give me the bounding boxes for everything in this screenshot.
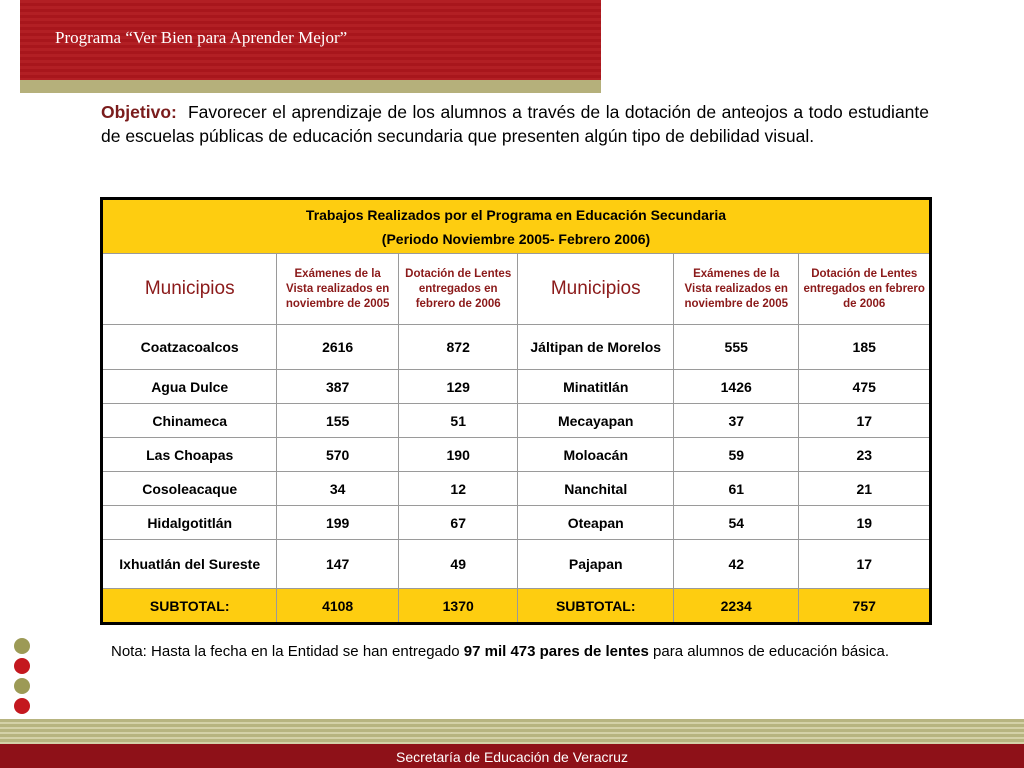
page-title: Programa “Ver Bien para Aprender Mejor” xyxy=(55,28,348,47)
table-row xyxy=(102,325,931,370)
cell-dotacion: 185 xyxy=(799,325,931,370)
cell-examenes: 37 xyxy=(673,404,798,438)
subtotal-label: SUBTOTAL: xyxy=(102,589,277,624)
cell-municipio: Pajapan xyxy=(518,540,674,589)
cell-examenes: 155 xyxy=(277,404,399,438)
table-title-line1: Trabajos Realizados por el Programa en Educación Secundaria xyxy=(305,206,727,223)
cell-municipio: Moloacán xyxy=(518,438,674,472)
note-bold: 97 mil 473 pares de lentes xyxy=(463,643,649,660)
subtotal-examenes: 2234 xyxy=(673,589,798,624)
cell-dotacion: 190 xyxy=(398,438,518,472)
note-prefix: Nota: Hasta la fecha en la Entidad se han entregado xyxy=(111,643,460,660)
cell-dotacion: 51 xyxy=(398,404,518,438)
cell-municipio: Cosoleacaque xyxy=(102,472,277,506)
header-olive-stripe xyxy=(20,80,601,93)
subtotal-row xyxy=(102,589,931,624)
cell-dotacion: 49 xyxy=(398,540,518,589)
decorative-dots xyxy=(14,638,32,718)
cell-municipio: Jáltipan de Morelos xyxy=(518,325,674,370)
cell-dotacion: 12 xyxy=(398,472,518,506)
subtotal-dotacion: 1370 xyxy=(398,589,518,624)
header-dotacion-2: Dotación de Lentes entregados en febrero de 2006 xyxy=(799,254,931,325)
cell-municipio: Nanchital xyxy=(518,472,674,506)
cell-examenes: 387 xyxy=(277,370,399,404)
results-table xyxy=(100,197,932,625)
table-title xyxy=(102,199,931,254)
bullet-dot-icon xyxy=(14,638,30,654)
cell-municipio: Hidalgotitlán xyxy=(102,506,277,540)
cell-municipio: Minatitlán xyxy=(518,370,674,404)
bullet-dot-icon xyxy=(14,698,30,714)
cell-municipio: Las Choapas xyxy=(102,438,277,472)
subtotal-dotacion: 757 xyxy=(799,589,931,624)
cell-examenes: 555 xyxy=(673,325,798,370)
cell-dotacion: 17 xyxy=(799,404,931,438)
cell-dotacion: 67 xyxy=(398,506,518,540)
results-table-wrapper xyxy=(100,197,932,625)
cell-municipio: Oteapan xyxy=(518,506,674,540)
note-paragraph xyxy=(111,641,951,662)
cell-examenes: 147 xyxy=(277,540,399,589)
cell-municipio: Mecayapan xyxy=(518,404,674,438)
footer-text: Secretaría de Educación de Veracruz xyxy=(396,749,628,765)
table-row xyxy=(102,540,931,589)
table-header-row xyxy=(102,254,931,325)
cell-dotacion: 475 xyxy=(799,370,931,404)
table-row xyxy=(102,438,931,472)
cell-examenes: 199 xyxy=(277,506,399,540)
cell-examenes: 570 xyxy=(277,438,399,472)
header-examenes-2: Exámenes de la Vista realizados en noviembre de 2005 xyxy=(673,254,798,325)
cell-examenes: 42 xyxy=(673,540,798,589)
cell-dotacion: 23 xyxy=(799,438,931,472)
cell-dotacion: 872 xyxy=(398,325,518,370)
bullet-dot-icon xyxy=(14,678,30,694)
table-row xyxy=(102,404,931,438)
cell-examenes: 34 xyxy=(277,472,399,506)
cell-examenes: 1426 xyxy=(673,370,798,404)
subtotal-examenes: 4108 xyxy=(277,589,399,624)
cell-municipio: Chinameca xyxy=(102,404,277,438)
note-suffix: para alumnos de educación básica. xyxy=(653,643,890,660)
header-examenes-1: Exámenes de la Vista realizados en noviembre de 2005 xyxy=(277,254,399,325)
cell-examenes: 2616 xyxy=(277,325,399,370)
cell-municipio: Coatzacoalcos xyxy=(102,325,277,370)
cell-dotacion: 19 xyxy=(799,506,931,540)
table-row xyxy=(102,472,931,506)
cell-municipio: Agua Dulce xyxy=(102,370,277,404)
cell-examenes: 59 xyxy=(673,438,798,472)
header-municipios-2: Municipios xyxy=(518,254,674,325)
cell-examenes: 61 xyxy=(673,472,798,506)
cell-examenes: 54 xyxy=(673,506,798,540)
table-row xyxy=(102,370,931,404)
cell-municipio: Ixhuatlán del Sureste xyxy=(102,540,277,589)
objective-paragraph xyxy=(101,100,929,148)
table-title-row xyxy=(102,199,931,254)
objective-lead: Objetivo: xyxy=(101,102,177,122)
header-municipios-1: Municipios xyxy=(102,254,277,325)
cell-dotacion: 17 xyxy=(799,540,931,589)
subtotal-label: SUBTOTAL: xyxy=(518,589,674,624)
footer-olive-band xyxy=(0,719,1024,744)
objective-text: Favorecer el aprendizaje de los alumnos a través de la dotación de anteojos a todo estudiante de escuelas públicas de educación secundaria que presenten algún tipo de debilidad visual. xyxy=(101,102,929,146)
cell-dotacion: 21 xyxy=(799,472,931,506)
header-dotacion-1: Dotación de Lentes entregados en febrero de 2006 xyxy=(398,254,518,325)
bullet-dot-icon xyxy=(14,658,30,674)
table-title-line2: (Periodo Noviembre 2005- Febrero 2006) xyxy=(381,230,651,247)
cell-dotacion: 129 xyxy=(398,370,518,404)
table-row xyxy=(102,506,931,540)
